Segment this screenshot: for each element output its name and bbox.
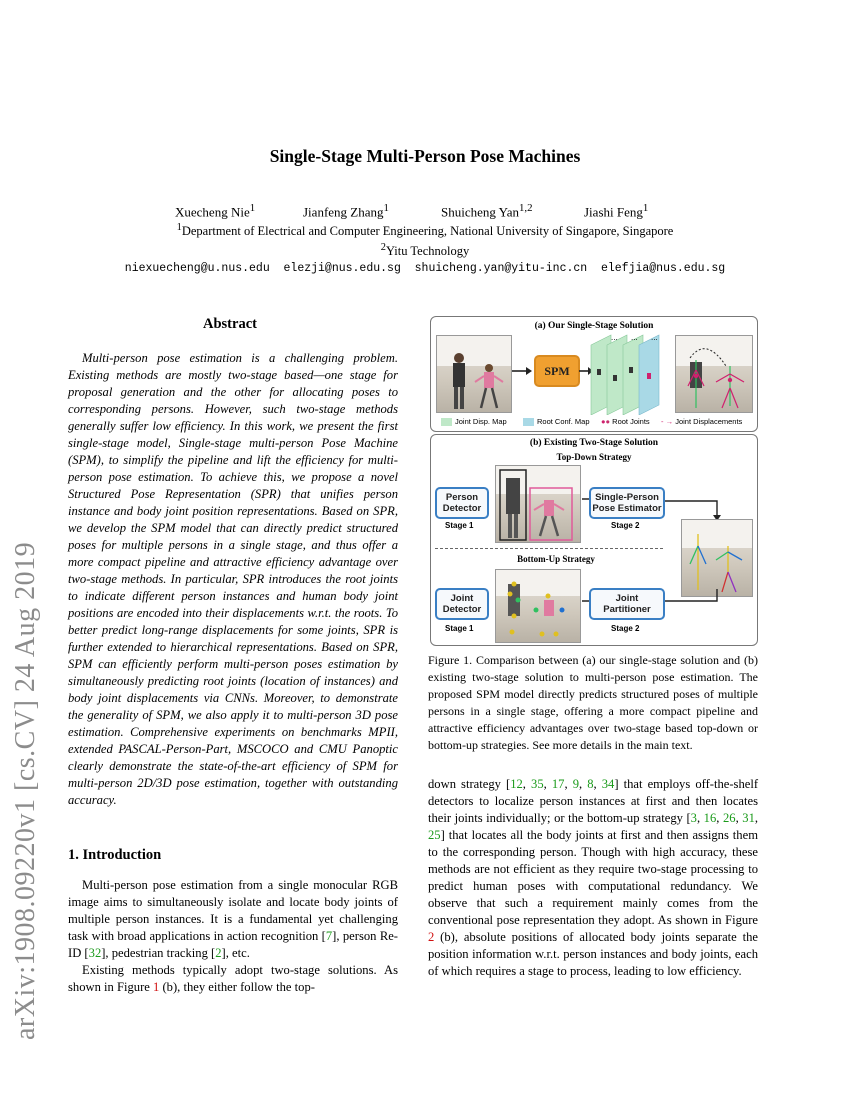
joint-partitioner-box: Joint Partitioner (589, 588, 665, 620)
citation-link[interactable]: 34 (601, 777, 615, 791)
citation-link[interactable]: 32 (88, 946, 102, 960)
dots-label: ... (631, 333, 638, 342)
single-person-box: Single-Person Pose Estimator (589, 487, 665, 519)
right-column-text (428, 776, 758, 980)
dots-label: ... (611, 333, 618, 342)
paper-title: Single-Stage Multi-Person Pose Machines (269, 146, 581, 166)
author: Jianfeng Zhang$^1$ (303, 202, 389, 220)
intro-body (68, 877, 398, 996)
spm-box: SPM (534, 355, 580, 387)
abstract-heading: Abstract (203, 316, 257, 332)
figure-caption: Figure 1. Comparison between (a) our single-stage solution and (b) existing two-stage solution to multi-person pose estimation. The proposed SPM model directly predicts structured poses of multiple persons in a single stage, offering a more compact pipeline and attractive efficiency advantages over two-stage based top-down or bottom-up strategies. See more details in the main text. (428, 653, 758, 752)
arxiv-stamp: arXiv:1908.09220v1 [cs.CV] 24 Aug 2019 (10, 541, 41, 1040)
stage-label: Stage 1 (445, 521, 474, 530)
stage-label: Stage 2 (611, 624, 640, 633)
intro-paragraph: Multi-person pose estimation from a single monocular RGB image aims to simultaneously isolate and locate body joints of multiple person instances. It is a fundamental yet challenging task with broad applications in action recognition [7], person Re-ID [32], pedestrian tracking [2], etc. (68, 878, 399, 960)
citation-link[interactable]: 12 (510, 777, 523, 791)
author: Jiashi Feng$^1$ (584, 202, 649, 220)
body-paragraph: down strategy [12, 35, 17, 9, 8, 34] that employs off-the-shelf detectors to localize person instances at first and then locates their joints individually; or the bottom-up strategy [3, 16, 26, 31, 25] that locates all the body joints at first and then assigns them to the corresponding person. Though with high accuracy, these methods are not efficient as they require two-stage processing to predict human poses with computational redundancy. We observe that such a requirement mainly comes from the conventional pose representation they adopt. As shown in Figure 2 (b), absolute positions of allocated body joints separate the position information w.r.t. person instances and body joints, each of which requires a stage to process, leading to low efficiency. (428, 777, 759, 978)
input-photo (436, 335, 512, 413)
intro-paragraph: Existing methods typically adopt two-stage solutions. As shown in Figure 1 (b), they either follow the top- (68, 963, 398, 994)
legend-root-joints: ●● Root Joints (601, 417, 650, 426)
citation-link[interactable]: 8 (587, 777, 594, 791)
pose-skeletons (676, 336, 752, 412)
citation-link[interactable]: 35 (531, 777, 544, 791)
citation-link[interactable]: 17 (551, 777, 565, 791)
arrow-icon (511, 365, 533, 377)
citation-link[interactable]: 31 (742, 811, 755, 825)
panel-a-title: (a) Our Single-Stage Solution (534, 321, 654, 331)
output-photo (675, 335, 753, 413)
citation-link[interactable]: 2 (215, 946, 222, 960)
author: Shuicheng Yan$^{1,2}$ (441, 202, 533, 220)
citation-link[interactable]: 3 (690, 811, 697, 825)
citation-link[interactable]: 16 (703, 811, 717, 825)
intro-heading: 1. Introduction (68, 847, 162, 863)
bottom-up-label: Bottom-Up Strategy (517, 554, 595, 564)
joint-detector-box: Joint Detector (435, 588, 489, 620)
affiliation: $^1$Department of Electrical and Computer Engineering, National University of Singapore, Singapore (176, 222, 674, 239)
panel-b (430, 434, 758, 646)
legend-joint-displacements: - → Joint Displacements (661, 417, 743, 426)
person-detector-box: Person Detector (435, 487, 489, 519)
joint-points (496, 570, 580, 642)
citation-link[interactable]: 9 (572, 777, 579, 791)
figure-ref-link[interactable]: 1 (153, 980, 160, 994)
citation-link[interactable]: 7 (325, 929, 333, 943)
merge-arrows (663, 587, 721, 611)
author-emails: niexuecheng@u.nus.edu elezji@nus.edu.sg shuicheng.yan@yitu-inc.cn elefjia@nus.edu.sg (124, 262, 726, 275)
output-maps (589, 331, 669, 415)
joints-photo (495, 569, 581, 643)
legend-joint-disp: Joint Disp. Map (441, 417, 507, 426)
result-photo (681, 519, 753, 597)
panel-b-title: (b) Existing Two-Stage Solution (529, 438, 659, 448)
author: Xuecheng Nie$^1$ (175, 202, 256, 220)
divider (435, 548, 663, 549)
figure-ref-link[interactable]: 2 (428, 930, 435, 944)
citation-link[interactable]: 25 (428, 828, 441, 842)
panel-a (430, 316, 758, 432)
citation-link[interactable]: 26 (722, 811, 736, 825)
person-silhouettes (437, 336, 511, 412)
abstract-text: Multi-person pose estimation is a challenging problem. Existing methods are mostly two-stage based—one stage for proposal generation and the other for allocating poses to corresponding persons. However, such two-stage methods generally suffer low efficiency. In this work, we present the first single-stage model, Single-stage multi-person Pose Machine (SPM), to simplify the pipeline and lift the efficiency for multi-person pose estimation. To achieve this, we propose a novel Structured Pose Representation (SPR) that unifies person instance and body joint position representations. Based on SPR, we develop the SPM model that can directly predict structured poses for multiple persons in a single stage, and thus offer a more compact pipeline and attractive efficiency advantage over two-stage methods. In particular, SPR introduces the root joints to indicate different person instances and human body joint positions are encoded into their displacements w.r.t. the roots. To better predict long-range displacements for some joints, SPR is further extended to hierarchical representations. Based on SPR, SPM can efficiently perform multi-person poses estimation by simultaneously predicting root joints (location of instances) and body joint displacements via CNNs. Moreover, to demonstrate the generality of SPM, we also apply it to multi-person 3D pose estimation. Comprehensive experiments on benchmarks MPII, extended PASCAL-Person-Part, MSCOCO and CMU Panoptic clearly demonstrate the state-of-the-art efficiency of SPM for multi-person 2D/3D pose estimation, together with outstanding accuracy. (68, 351, 398, 807)
stage-label: Stage 2 (611, 521, 640, 530)
pose-skeletons (682, 520, 752, 596)
detection-boxes (496, 466, 580, 542)
affiliation: $^2$Yitu Technology (380, 242, 470, 259)
dots-label: ... (651, 333, 658, 342)
top-down-label: Top-Down Strategy (556, 452, 632, 462)
legend-root-conf: Root Conf. Map (523, 417, 590, 426)
abstract-body (68, 350, 398, 809)
detection-photo (495, 465, 581, 543)
figure-1 (430, 316, 758, 646)
stage-label: Stage 1 (445, 624, 474, 633)
